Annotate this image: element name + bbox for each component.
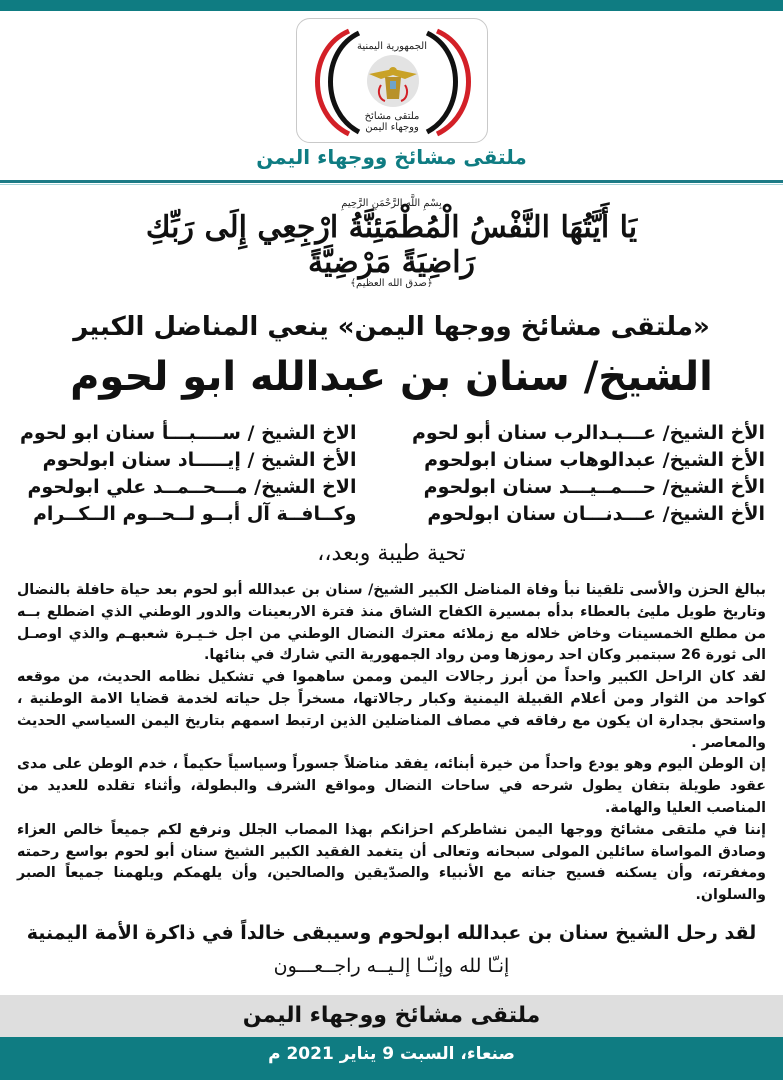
deceased-name: الشيخ/ سنان بن عبدالله ابو لحوم xyxy=(70,354,713,400)
logo-org-text xyxy=(297,111,487,133)
sadaq-allah: ﴿صدق الله العظيم﴾ xyxy=(350,278,433,289)
basmala: بِسْمِ اللَّهِ الرَّحْمَنِ الرَّحِيمِ xyxy=(341,198,442,209)
org-title: ملتقى مشائخ ووجهاء اليمن xyxy=(256,145,527,169)
body-paragraph: لقد كان الراحل الكبير واحداً من أبرز رجالات اليمن وممن ساهموا في تشكيل نظامه الحديث، من موقعه كواحد من الثوار ومن أعلام القبيلة اليمنية وكبار رجالاتها، مسخراً جل حياته لخدمة قضايا الامة الوطنية ، واستحق بجدارة ان يكون مع رفاقه في مصاف المناضلين الذين ارتبط اسمهم بتاريخ اليمن السياسي الحديث والمعاصر . xyxy=(17,669,766,751)
recipient: الاخ الشيخ / ســــبـــأ سنان ابو لحوم xyxy=(20,422,357,444)
recipient: الاخ الشيخ/ مـــحــمــد علي ابولحوم xyxy=(27,476,357,498)
condolence-recipients xyxy=(20,420,765,528)
divider-light xyxy=(0,184,783,185)
recipient: الأخ الشيخ / إيـــــاد سنان ابولحوم xyxy=(42,449,357,471)
recipient: الأخ الشيخ/ عـــدنـــان سنان ابولحوم xyxy=(427,503,765,525)
greeting: تحية طيبة وبعد،، xyxy=(317,541,466,566)
recipients-left-column xyxy=(20,420,356,528)
org-logo xyxy=(296,18,488,143)
divider xyxy=(0,180,783,183)
condolence-body xyxy=(17,580,766,907)
signature-band: ملتقى مشائخ ووجهاء اليمن xyxy=(0,995,783,1037)
istirja: إنـّا لله وإنـّـا إلـيــه راجــعـــون xyxy=(273,955,510,977)
top-teal-bar xyxy=(0,0,783,11)
logo-org-line1: ملتقى مشائخ xyxy=(364,111,420,122)
announcement-heading: «ملتقى مشائخ ووجها اليمن» ينعي المناضل الكبير xyxy=(73,312,710,342)
recipient: وكــافــة آل أبــو لــحــوم الــكــرام xyxy=(32,503,357,525)
logo-republic-text: الجمهورية اليمنية xyxy=(356,41,427,52)
logo-org-line2: ووجهاء اليمن xyxy=(365,122,419,133)
quran-verse: يَا أَيَّتُهَا النَّفْسُ الْمُطْمَئِنَّةُ ارْجِعِي إِلَى رَبِّكِ رَاضِيَةً مَرْضِيَّةً xyxy=(145,210,638,280)
recipient: الأخ الشيخ/ عبدالوهاب سنان ابولحوم xyxy=(424,449,765,471)
body-paragraph: ببالغ الحزن والأسى تلقينا نبأ وفاة المناضل الكبير الشيخ/ سنان بن عبدالله أبو لحوم بعد حياة حافلة بالنضال وتاريخ طويل مليئ بالعطاء بدأه بمسيرة الكفاح الشاق منذ فترة الاربعينات والدور الوطني الذي اضطلع بــه من مطلع الخمسينات وخاض خلاله مع زملائه معترك النضال الوطني من اجل خـيـرة شعبهـم والذي اوصـل الى ثورة 26 سبتمبر وكان احد رموزها ومن رواد الجمهورية التي شارك في بنائها. xyxy=(17,582,766,664)
body-paragraph: إننا في ملتقى مشائخ ووجها اليمن نشاطركم احزانكم بهذا المصاب الجلل ونرفع لكم جميعاً خالص العزاء وصادق المواساة سائلين المولى سبحانه وتعالى أن يتغمد الفقيد الكبير الشيخ سنان أبو لحوم بواسع رحمته ومغفرته، وأن يسكنه فسيح جناته مع الأنبياء والصدّيقين والصالحين، وأن يلهمكم ويلهمنا جميعاً الصبر والسلوان. xyxy=(17,821,766,904)
date-band: صنعاء، السبت 9 يناير 2021 م xyxy=(0,1037,783,1080)
recipient: الأخ الشيخ/ حـــمــيـــد سنان ابولحوم xyxy=(423,476,765,498)
closing-statement: لقد رحل الشيخ سنان بن عبدالله ابولحوم وسيبقى خالداً في ذاكرة الأمة اليمنية xyxy=(26,922,757,944)
recipient: الأخ الشيخ/ عـــبـدالرب سنان أبو لحوم xyxy=(411,422,765,444)
body-paragraph: إن الوطن اليوم وهو يودع واحداً من خيرة أبنائه، يفقد مناضلاً جسوراً وسياسياً حكيماً ، خدم الوطن على مدى عقود طويلة بتفان يطول شرحه في ساحات النضال ومواقع الشرف والبطولة، وأثناء تقلده للعديد من المناصب العليا والهامة. xyxy=(17,756,766,816)
recipients-right-column xyxy=(412,420,765,528)
